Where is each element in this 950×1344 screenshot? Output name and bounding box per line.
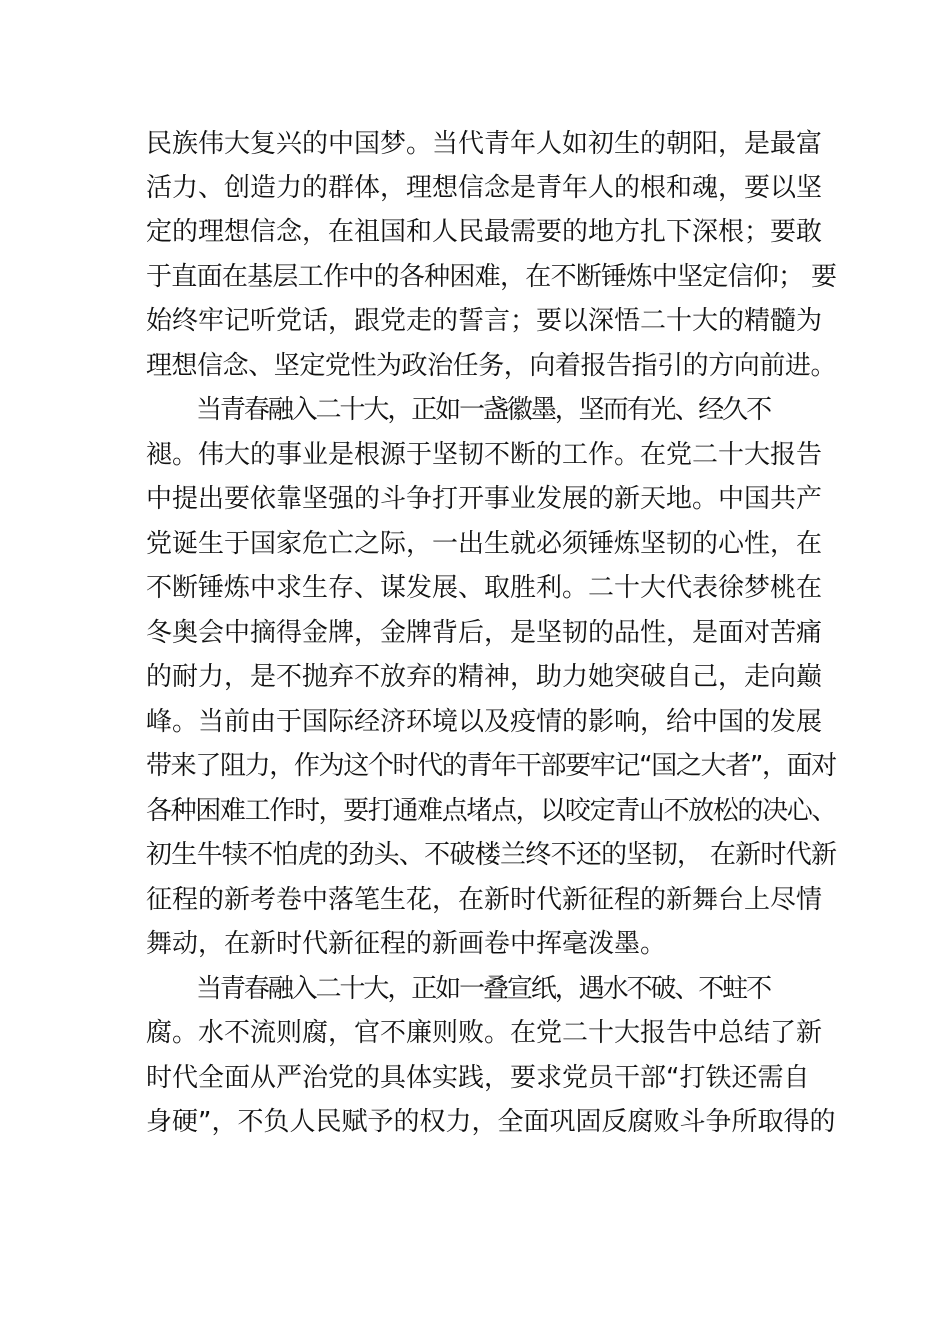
text-line: 民族伟大复兴的中国梦。当代青年人如初生的朝阳，是最富 [146,129,823,159]
text-line: 褪。伟大的事业是根源于坚韧不断的工作。在党二十大报告 [146,440,823,470]
text-line: 定的理想信念，在祖国和人民最需要的地方扎下深根；要敢 [146,217,823,247]
text-line: 初生牛犊不怕虎的劲头、不破楼兰终不还的坚韧， 在新时代新 [146,840,837,870]
text-line: 腐。水不流则腐，官不廉则败。在党二十大报告中总结了新 [146,1018,823,1048]
text-line: 带来了阻力，作为这个时代的青年干部要牢记“国之大者”，面对 [146,751,836,781]
text-line: 各种困难工作时，要打通难点堵点，以咬定青山不放松的决心、 [146,796,837,826]
text-line: 理想信念、坚定党性为政治任务，向着报告指引的方向前进。 [146,351,837,381]
text-line: 峰。当前由于国际经济环境以及疫情的影响，给中国的发展 [146,707,823,737]
text-line: 舞动，在新时代新征程的新画卷中挥毫泼墨。 [146,929,667,959]
text-line: 征程的新考卷中落笔生花，在新时代新征程的新舞台上尽情 [146,885,823,915]
paragraph-first-line: 当青春融入二十大，正如一盏徽墨，坚而有光、经久不 [196,395,771,425]
text-line: 不断锤炼中求生存、谋发展、取胜利。二十大代表徐梦桃在 [146,573,823,603]
paragraph-first-line: 当青春融入二十大，正如一叠宣纸，遇水不破、不蛀不 [196,974,771,1004]
text-line: 始终牢记听党话，跟党走的誓言；要以深悟二十大的精髓为 [146,306,823,336]
text-line: 于直面在基层工作中的各种困难，在不断锤炼中坚定信仰； 要 [146,262,837,292]
text-line: 活力、创造力的群体，理想信念是青年人的根和魂，要以坚 [146,173,823,203]
text-line: 党诞生于国家危亡之际，一出生就必须锤炼坚韧的心性，在 [146,529,823,559]
text-line: 冬奥会中摘得金牌，金牌背后，是坚韧的品性，是面对苦痛 [146,618,823,648]
text-line: 中提出要依靠坚强的斗争打开事业发展的新天地。中国共产 [146,484,823,514]
text-line: 身硬”，不负人民赋予的权力，全面巩固反腐败斗争所取得的 [146,1107,836,1137]
text-line: 的耐力，是不抛弃不放弃的精神，助力她突破自己，走向巅 [146,662,823,692]
text-line: 时代全面从严治党的具体实践，要求党员干部“打铁还需自 [146,1063,810,1093]
